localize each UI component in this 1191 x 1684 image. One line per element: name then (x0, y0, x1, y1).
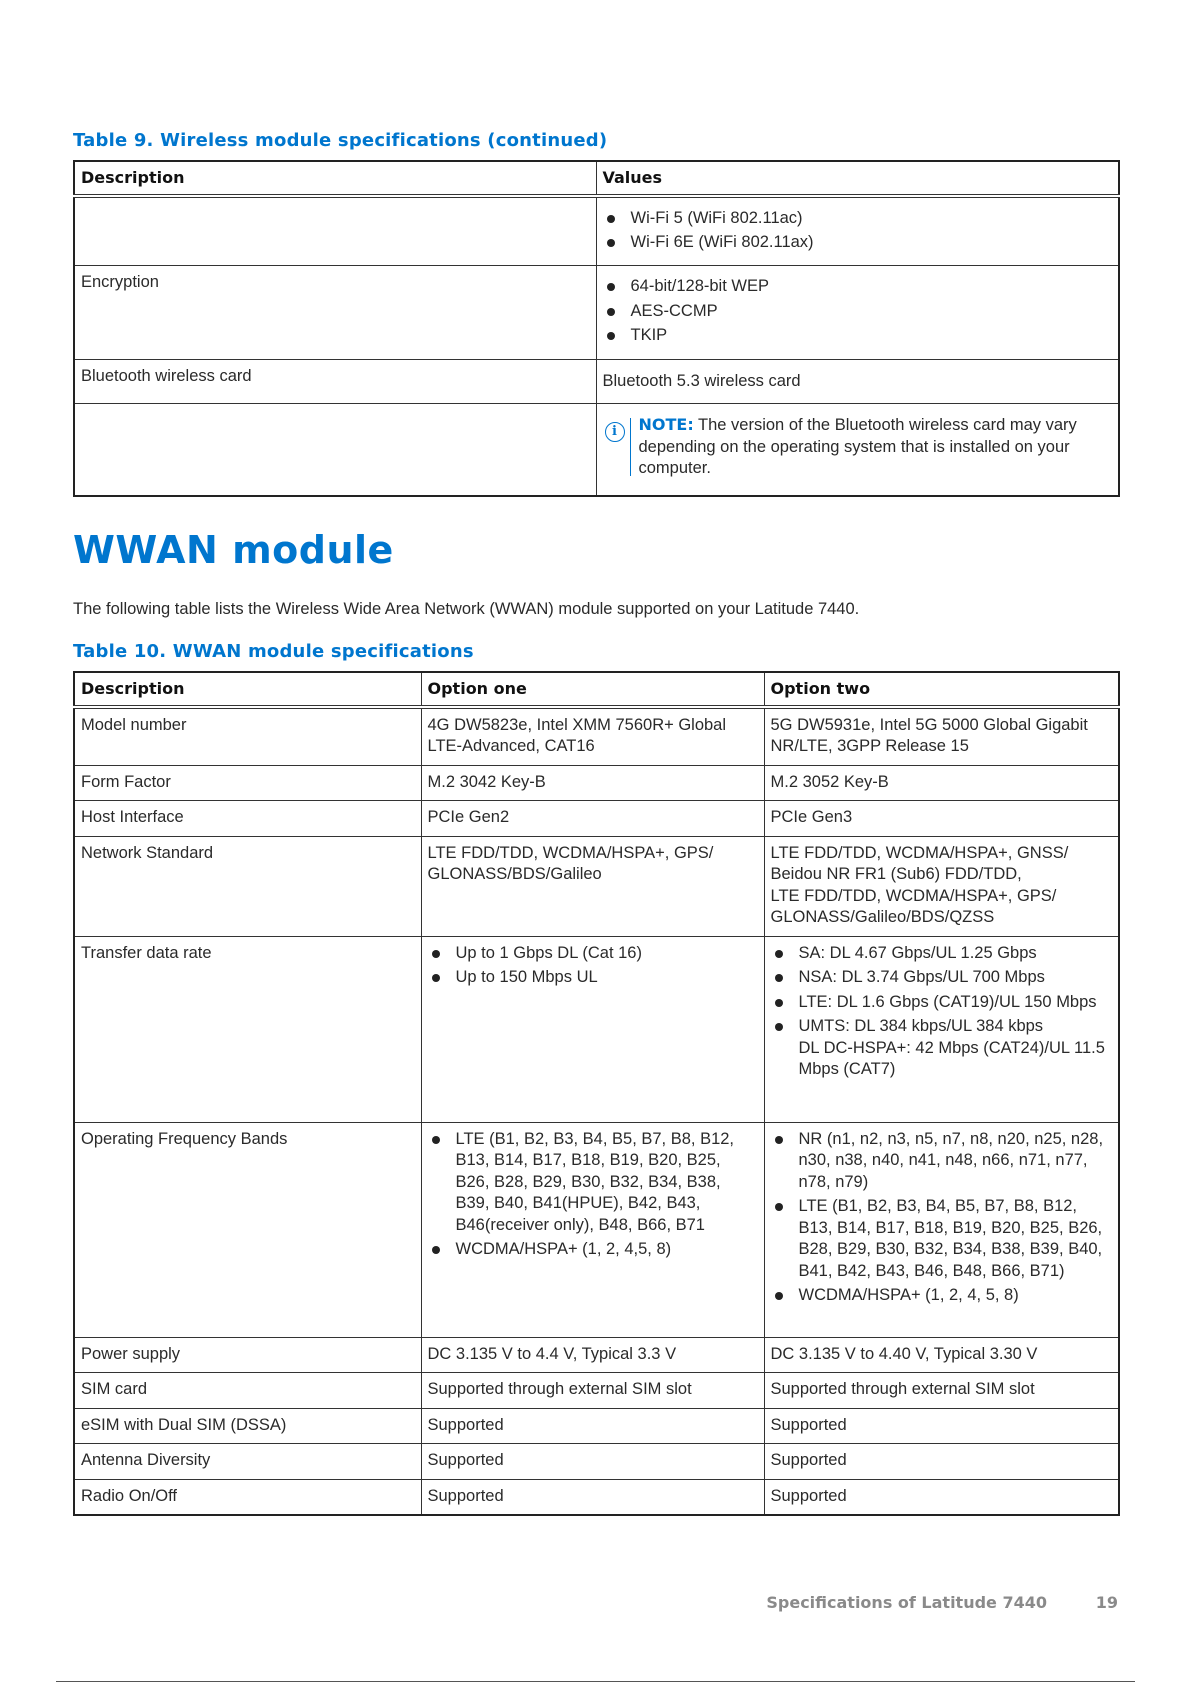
option-two-cell (764, 1122, 1119, 1337)
table-row (74, 1373, 1119, 1409)
column-header: Description (74, 672, 421, 707)
table-row (74, 1408, 1119, 1444)
list-item: Wi-Fi 5 (WiFi 802.11ac) (603, 208, 1113, 230)
option-one-cell (421, 1122, 764, 1337)
description-cell: Power supply (74, 1337, 421, 1373)
list-item: LTE (B1, B2, B3, B4, B5, B7, B8, B12, B13, B14, B17, B18, B19, B20, B25, B26, B28, B29, B30, B32, B34, B38, B39, B40, B41, B42, B43, B46, B48, B66, B71) (771, 1196, 1113, 1282)
table-row (74, 1444, 1119, 1480)
list-item: Up to 150 Mbps UL (428, 967, 758, 989)
values-cell: Bluetooth 5.3 wireless card (596, 360, 1119, 404)
list-item: SA: DL 4.67 Gbps/UL 1.25 Gbps (771, 943, 1113, 965)
description-cell: Network Standard (74, 836, 421, 936)
table-row (74, 801, 1119, 837)
description-cell (74, 404, 596, 496)
table-row (74, 1122, 1119, 1337)
description-cell: eSIM with Dual SIM (DSSA) (74, 1408, 421, 1444)
table-row (74, 836, 1119, 936)
list-item: Up to 1 Gbps DL (Cat 16) (428, 943, 758, 965)
list-item: WCDMA/HSPA+ (1, 2, 4, 5, 8) (771, 1285, 1113, 1307)
list-item: LTE (B1, B2, B3, B4, B5, B7, B8, B12, B13, B14, B17, B18, B19, B20, B25, B26, B28, B29, B30, B32, B34, B38, B39, B40, B41(HPUE), B42, B43, B46(receiver only), B48, B66, B71 (428, 1129, 758, 1237)
network-line: LTE FDD/TDD, WCDMA/HSPA+, GPS/ GLONASS/Galileo/BDS/QZSS (770, 886, 1057, 926)
table-9-caption: Table 9. Wireless module specifications (continued) (73, 130, 608, 151)
table-row (74, 196, 1119, 266)
option-two-cell: PCIe Gen3 (764, 801, 1119, 837)
option-one-cell: Supported (421, 1479, 764, 1515)
note-divider (630, 418, 631, 476)
option-two-cell (764, 936, 1119, 1122)
column-header: Values (596, 161, 1119, 196)
note-body: The version of the Bluetooth wireless card may vary depending on the operating system that is installed on your computer. (638, 416, 1077, 477)
option-one-cell: Supported (421, 1444, 764, 1480)
option-one-cell: M.2 3042 Key-B (421, 765, 764, 801)
table-header-row (74, 672, 1119, 707)
list-item: LTE: DL 1.6 Gbps (CAT19)/UL 150 Mbps (771, 992, 1113, 1014)
option-one-cell: 4G DW5823e, Intel XMM 7560R+ Global LTE-Advanced, CAT16 (421, 707, 764, 766)
table-row (74, 765, 1119, 801)
option-one-cell: Supported through external SIM slot (421, 1373, 764, 1409)
description-cell: Model number (74, 707, 421, 766)
note-text (633, 410, 1113, 480)
note-block (603, 410, 1113, 480)
option-two-cell (764, 836, 1119, 936)
description-cell: Antenna Diversity (74, 1444, 421, 1480)
table-10-caption: Table 10. WWAN module specifications (73, 641, 474, 662)
table-row (74, 360, 1119, 404)
description-cell: SIM card (74, 1373, 421, 1409)
description-cell: Encryption (74, 266, 596, 360)
description-cell (74, 196, 596, 266)
list-item: NSA: DL 3.74 Gbps/UL 700 Mbps (771, 967, 1113, 989)
column-header: Description (74, 161, 596, 196)
page-number: 19 (1095, 1593, 1118, 1612)
description-cell: Host Interface (74, 801, 421, 837)
option-two-cell: Supported (764, 1408, 1119, 1444)
table-row (74, 1337, 1119, 1373)
list-item: Wi-Fi 6E (WiFi 802.11ax) (603, 232, 1113, 254)
option-one-cell (421, 936, 764, 1122)
option-one-cell: LTE FDD/TDD, WCDMA/HSPA+, GPS/ GLONASS/BDS/Galileo (421, 836, 764, 936)
option-one-cell: PCIe Gen2 (421, 801, 764, 837)
list-item: WCDMA/HSPA+ (1, 2, 4,5, 8) (428, 1239, 758, 1261)
table-header-row (74, 161, 1119, 196)
list-item: NR (n1, n2, n3, n5, n7, n8, n20, n25, n28, n30, n38, n40, n41, n48, n66, n71, n77, n78, n79) (771, 1129, 1113, 1194)
wwan-spec-table (73, 671, 1120, 1516)
table-row (74, 404, 1119, 496)
footer-title: Specifications of Latitude 7440 (766, 1593, 1047, 1612)
table-row (74, 707, 1119, 766)
column-header: Option two (764, 672, 1119, 707)
list-item (771, 1016, 1113, 1081)
section-title: WWAN module (73, 528, 394, 572)
option-two-cell: Supported (764, 1444, 1119, 1480)
description-cell: Operating Frequency Bands (74, 1122, 421, 1337)
list-item: TKIP (603, 325, 1113, 347)
description-cell: Transfer data rate (74, 936, 421, 1122)
info-icon: i (605, 422, 625, 442)
description-cell: Form Factor (74, 765, 421, 801)
note-label: NOTE: (638, 415, 694, 434)
option-two-cell: Supported (764, 1479, 1119, 1515)
option-one-cell: DC 3.135 V to 4.4 V, Typical 3.3 V (421, 1337, 764, 1373)
values-cell (596, 266, 1119, 360)
option-two-cell: Supported through external SIM slot (764, 1373, 1119, 1409)
table-row (74, 266, 1119, 360)
umts-line: DL DC-HSPA+: 42 Mbps (CAT24)/UL 11.5 Mbps (CAT7) (798, 1038, 1105, 1078)
list-item: 64-bit/128-bit WEP (603, 276, 1113, 298)
description-cell: Radio On/Off (74, 1479, 421, 1515)
column-header: Option one (421, 672, 764, 707)
list-item: AES-CCMP (603, 301, 1113, 323)
description-cell: Bluetooth wireless card (74, 360, 596, 404)
footer-divider (56, 1681, 1135, 1682)
section-intro: The following table lists the Wireless Wide Area Network (WWAN) module supported on your Latitude 7440. (73, 600, 860, 618)
option-one-cell: Supported (421, 1408, 764, 1444)
option-two-cell: 5G DW5931e, Intel 5G 5000 Global Gigabit NR/LTE, 3GPP Release 15 (764, 707, 1119, 766)
values-cell (596, 404, 1119, 496)
umts-line: UMTS: DL 384 kbps/UL 384 kbps (798, 1017, 1044, 1035)
values-cell (596, 196, 1119, 266)
network-line: LTE FDD/TDD, WCDMA/HSPA+, GNSS/ Beidou NR FR1 (Sub6) FDD/TDD, (770, 843, 1069, 883)
table-row (74, 1479, 1119, 1515)
option-two-cell: DC 3.135 V to 4.40 V, Typical 3.30 V (764, 1337, 1119, 1373)
table-row (74, 936, 1119, 1122)
option-two-cell: M.2 3052 Key-B (764, 765, 1119, 801)
wireless-spec-table (73, 160, 1120, 497)
